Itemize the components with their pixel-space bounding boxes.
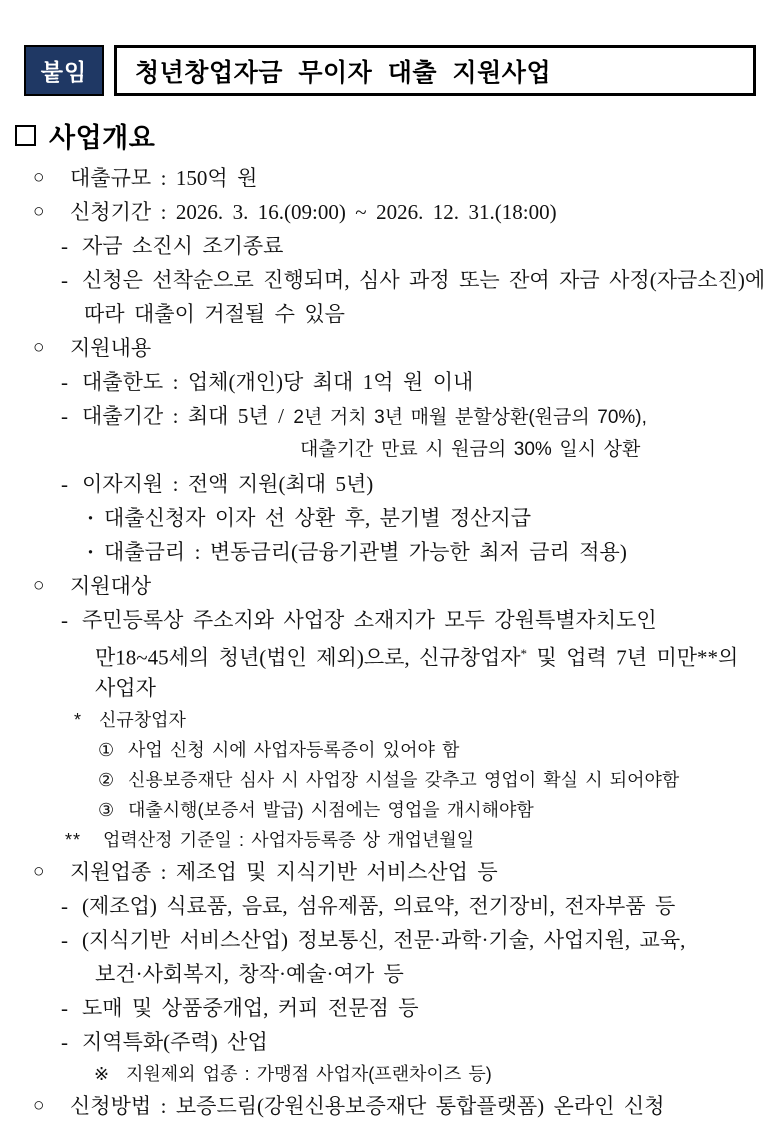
line-marker: - [61, 268, 68, 292]
line-text: 도매 및 상품중개업, 커피 전문점 등 [82, 996, 419, 1020]
line-text: 신청기간 : 2026. 3. 16.(09:00) ~ 2026. 12. 31.(18:00) [70, 200, 557, 224]
line-marker: · [87, 540, 95, 564]
body-line [0, 825, 780, 855]
line-text: 대출신청자 이자 선 상환 후, 분기별 정산지급 [104, 506, 532, 530]
line-text: (제조업) 식료품, 음료, 섬유제품, 의료약, 전기장비, 전자부품 등 [82, 894, 676, 918]
line-text: 신청은 선착순으로 진행되며, 심사 과정 또는 잔여 자금 사정(자금소진)에 [82, 268, 766, 292]
line-marker: ③ [98, 800, 115, 820]
line-text: 지역특화(주력) 산업 [82, 1030, 268, 1054]
section-heading [15, 117, 780, 153]
line-marker: ○ [33, 337, 45, 358]
line-text: 대출금리 : 변동금리(금융기관별 가능한 최저 금리 적용) [104, 540, 627, 564]
line-text: 지원대상 [70, 574, 152, 598]
attachment-badge: 붙임 [24, 45, 104, 96]
line-text: 신청방법 : 보증드림(강원신용보증재단 통합플랫폼) 온라인 신청 [70, 1094, 665, 1118]
body-line [0, 195, 780, 229]
line-text: 지원내용 [70, 336, 152, 360]
line-text: 사업 신청 시에 사업자등록증이 있어야 함 [128, 740, 460, 760]
body-line [0, 855, 780, 889]
line-text: (지식기반 서비스산업) 정보통신, 전문·과학·기술, 사업지원, 교육, [82, 928, 686, 952]
body-line [0, 331, 780, 365]
line-text: 대출기간 만료 시 원금의 30% 일시 상환 [300, 439, 641, 460]
line-marker: ② [98, 770, 115, 790]
body-line [0, 991, 780, 1025]
body-line [0, 603, 780, 637]
line-text: 이자지원 : 전액 지원(최대 5년) [82, 472, 374, 496]
body-line [0, 229, 780, 263]
line-marker: ※ [94, 1064, 110, 1084]
line-marker: ○ [33, 861, 45, 882]
line-text: 대출규모 : 150억 원 [70, 166, 258, 190]
body-line [0, 399, 780, 433]
line-marker: - [61, 894, 68, 918]
document-header [24, 45, 756, 96]
line-marker: ** [65, 830, 82, 850]
line-text: 자금 소진시 조기종료 [82, 234, 284, 258]
line-marker: ○ [33, 201, 45, 222]
line-marker: · [87, 506, 95, 530]
line-text: 2년 거치 3년 매월 분할상환(원금의 70%), [293, 407, 647, 428]
line-text: 대출기간 : 최대 5년 / [82, 404, 294, 428]
body-line [0, 795, 780, 825]
line-text: 지원업종 : 제조업 및 지식기반 서비스산업 등 [70, 860, 498, 884]
body-line [0, 923, 780, 957]
body-line [0, 365, 780, 399]
body-line [0, 467, 780, 501]
line-marker: ○ [33, 167, 45, 188]
document-body [0, 161, 780, 1123]
line-text: 업력산정 기준일 : 사업자등록증 상 개업년월일 [103, 830, 475, 850]
line-marker: ① [98, 740, 115, 760]
line-text: 사업자 [95, 676, 156, 700]
line-text: 대출시행(보증서 발급) 시점에는 영업을 개시해야함 [128, 800, 534, 820]
body-line [0, 535, 780, 569]
section-title: 사업개요 [49, 122, 156, 153]
body-line [0, 735, 780, 765]
body-line [0, 671, 780, 705]
line-marker: - [61, 472, 68, 496]
line-text: 대출한도 : 업체(개인)당 최대 1억 원 이내 [82, 370, 474, 394]
line-marker: - [61, 404, 68, 428]
body-line [0, 957, 780, 991]
line-marker: - [61, 928, 68, 952]
line-marker: - [61, 608, 68, 632]
body-line [0, 705, 780, 735]
body-line [0, 297, 780, 331]
line-text: 만18~45세의 청년(법인 제외)으로, 신규창업자 [95, 645, 521, 670]
body-line [0, 1025, 780, 1059]
body-line [0, 637, 780, 671]
body-line [0, 501, 780, 535]
document-title-box [114, 45, 756, 96]
line-marker: - [61, 996, 68, 1020]
line-text: * [520, 646, 528, 661]
line-text: 주민등록상 주소지와 사업장 소재지가 모두 강원특별자치도인 [82, 608, 657, 632]
body-line [0, 765, 780, 795]
line-text: 신규창업자 [99, 710, 186, 730]
body-line [0, 161, 780, 195]
line-marker: ○ [33, 575, 45, 596]
line-text: 지원제외 업종 : 가맹점 사업자(프랜차이즈 등) [126, 1064, 492, 1084]
body-line [0, 1059, 780, 1089]
square-outline-icon [15, 125, 36, 146]
line-marker: - [61, 234, 68, 258]
body-line [0, 263, 780, 297]
line-marker: - [61, 370, 68, 394]
line-marker: - [61, 1030, 68, 1054]
line-text: 및 업력 7년 미만**의 [527, 645, 739, 670]
line-marker: * [74, 710, 82, 730]
document-title: 청년창업자금 무이자 대출 지원사업 [135, 58, 552, 87]
line-text: 보건·사회복지, 창작·예술·여가 등 [95, 962, 404, 986]
body-line [0, 1089, 780, 1123]
body-line [0, 433, 780, 467]
line-text: 따라 대출이 거절될 수 있음 [84, 302, 345, 326]
body-line [0, 569, 780, 603]
line-marker: ○ [33, 1095, 45, 1116]
line-text: 신용보증재단 심사 시 사업장 시설을 갖추고 영업이 확실 시 되어야함 [128, 770, 680, 790]
body-line [0, 889, 780, 923]
